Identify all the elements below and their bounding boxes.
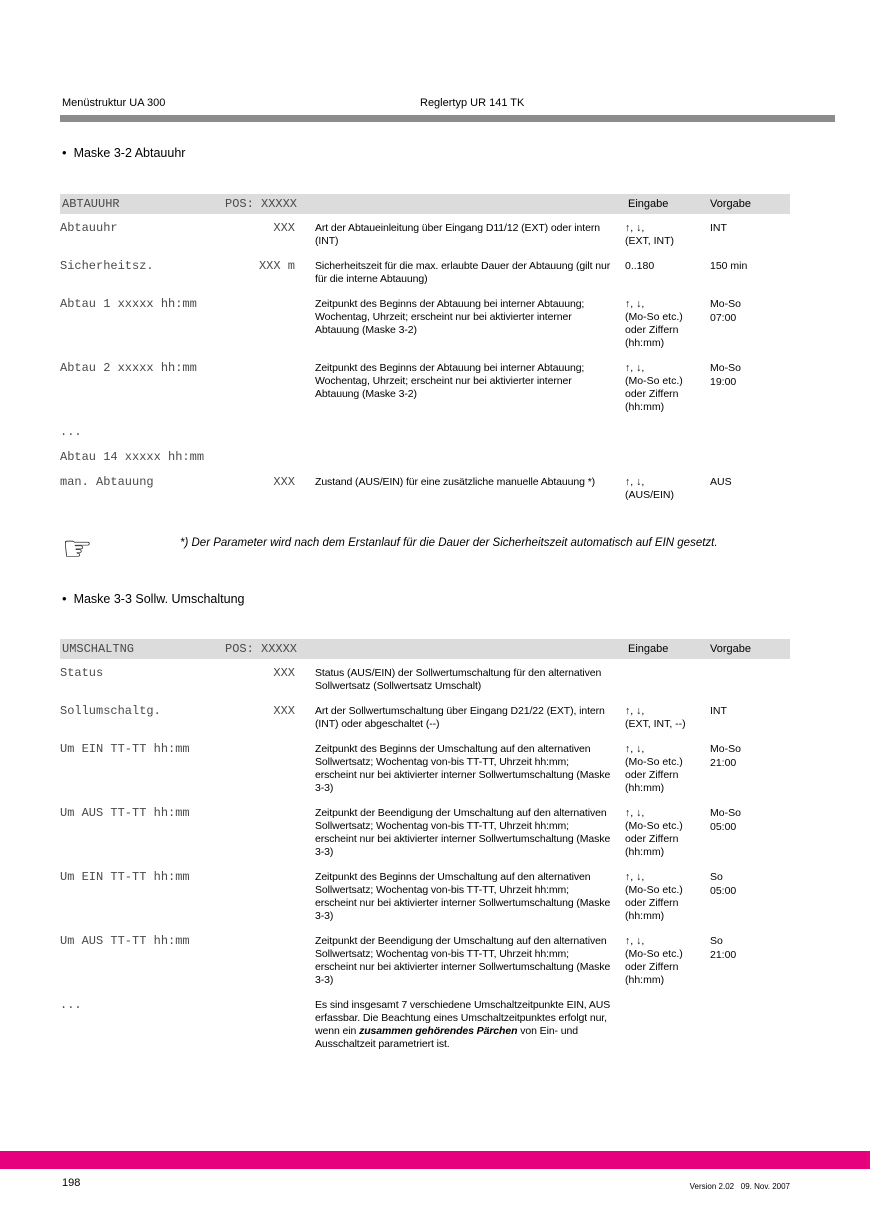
param-description: Zeitpunkt der Beendigung der Umschaltung auf den alternativen Sollwertsatz; Wochentag von-bis TT-TT, Uhrzeit hh:mm; erscheint nur bei aktivierter interner Sollwertumschaltung (Maske 3-3) xyxy=(315,807,611,858)
vorgabe-cell xyxy=(710,260,790,286)
eingabe-line: (EXT, INT) xyxy=(625,235,674,247)
param-name: Abtau 1 xxxxx hh:mm xyxy=(60,297,197,311)
param-value xyxy=(235,298,295,350)
eingabe-cell xyxy=(625,705,710,731)
parameter-table-abtauuhr xyxy=(60,194,790,514)
eingabe-line: ↑, ↓, xyxy=(625,476,645,488)
eingabe-cell xyxy=(625,362,710,414)
eingabe-line: ↑, ↓, xyxy=(625,298,645,310)
eingabe-line: (hh:mm) xyxy=(625,910,665,922)
eingabe-line: oder Ziffern xyxy=(625,769,679,781)
table-row xyxy=(60,451,790,464)
eingabe-line: (AUS/EIN) xyxy=(625,489,675,501)
eingabe-cell xyxy=(625,667,710,693)
table-rows xyxy=(60,667,790,1051)
param-name: Um EIN TT-TT hh:mm xyxy=(60,742,190,756)
table-pos: POS: XXXXX xyxy=(225,642,298,656)
eingabe-cell xyxy=(625,935,710,987)
param-description: Zustand (AUS/EIN) für eine zusätzliche manuelle Abtauung *) xyxy=(315,476,596,488)
column-header-eingabe: Eingabe xyxy=(628,198,669,210)
table-row xyxy=(60,871,790,923)
table-row xyxy=(60,667,790,693)
table-row xyxy=(60,362,790,414)
eingabe-cell xyxy=(625,476,710,502)
param-description: Zeitpunkt des Beginns der Abtauung bei interner Abtauung; Wochentag, Uhrzeit; erscheint nur bei aktivierter interner Abtauung (Maske 3-2) xyxy=(315,362,585,400)
vorgabe-line: 21:00 xyxy=(710,949,737,961)
eingabe-line: ↑, ↓, xyxy=(625,362,645,374)
eingabe-line: (Mo-So etc.) xyxy=(625,820,683,832)
param-value xyxy=(235,362,295,414)
param-description xyxy=(295,999,625,1051)
param-name: Sicherheitsz. xyxy=(60,259,154,273)
eingabe-line: ↑, ↓, xyxy=(625,871,645,883)
eingabe-line: ↑, ↓, xyxy=(625,743,645,755)
header-left-title: Menüstruktur UA 300 xyxy=(62,97,166,109)
vorgabe-cell xyxy=(710,743,790,795)
eingabe-cell xyxy=(625,426,710,439)
table-row xyxy=(60,807,790,859)
vorgabe-line: INT xyxy=(710,222,727,234)
param-value: XXX xyxy=(273,666,295,680)
eingabe-line: (hh:mm) xyxy=(625,782,665,794)
table-row xyxy=(60,426,790,439)
vorgabe-cell xyxy=(710,476,790,502)
vorgabe-cell xyxy=(710,871,790,923)
section-heading-maske-3-2 xyxy=(62,145,185,160)
description-segment: von Ein- und Ausschaltzeit parametriert ist. xyxy=(315,1025,578,1050)
eingabe-line: (EXT, INT, --) xyxy=(625,718,686,730)
vorgabe-cell xyxy=(710,667,790,693)
table-row xyxy=(60,705,790,731)
table-header-band xyxy=(60,194,790,214)
bullet-icon: • xyxy=(62,145,67,160)
param-description xyxy=(295,426,625,439)
bullet-icon: • xyxy=(62,591,67,606)
param-description: Status (AUS/EIN) der Sollwertumschaltung für den alternativen Sollwertsatz (Sollwertsatz Umschalt) xyxy=(315,667,602,692)
param-value: XXX xyxy=(273,221,295,235)
eingabe-line: (Mo-So etc.) xyxy=(625,948,683,960)
param-description xyxy=(295,451,625,464)
vorgabe-cell xyxy=(710,999,790,1051)
param-value xyxy=(235,871,295,923)
param-name: Status xyxy=(60,666,104,680)
vorgabe-line: 05:00 xyxy=(710,821,737,833)
vorgabe-line: So xyxy=(710,935,723,947)
eingabe-line: (Mo-So etc.) xyxy=(625,375,683,387)
table-row xyxy=(60,935,790,987)
table-row xyxy=(60,999,790,1051)
eingabe-line: ↑, ↓, xyxy=(625,807,645,819)
vorgabe-cell xyxy=(710,451,790,464)
footnote-block xyxy=(60,530,835,568)
vorgabe-line: Mo-So xyxy=(710,743,741,755)
param-name: Abtauuhr xyxy=(60,221,118,235)
vorgabe-line: Mo-So xyxy=(710,362,741,374)
param-description: Zeitpunkt des Beginns der Umschaltung auf den alternativen Sollwertsatz; Wochentag von-bis TT-TT, Uhrzeit hh:mm; erscheint nur bei aktivierter interner Sollwertumschaltung (Maske 3-3) xyxy=(315,871,611,922)
vorgabe-line: 19:00 xyxy=(710,376,737,388)
pointing-hand-icon: ☞ xyxy=(62,530,93,568)
eingabe-cell xyxy=(625,222,710,248)
vorgabe-cell xyxy=(710,807,790,859)
eingabe-line: ↑, ↓, xyxy=(625,935,645,947)
param-name: ... xyxy=(60,998,82,1012)
eingabe-line: oder Ziffern xyxy=(625,897,679,909)
param-value: XXX m xyxy=(258,259,295,273)
vorgabe-line: 05:00 xyxy=(710,885,737,897)
param-name: ... xyxy=(60,425,82,439)
eingabe-cell xyxy=(625,298,710,350)
eingabe-line: (Mo-So etc.) xyxy=(625,756,683,768)
vorgabe-line: AUS xyxy=(710,476,732,488)
eingabe-line: ↑, ↓, xyxy=(625,222,645,234)
param-name: man. Abtauung xyxy=(60,475,154,489)
section-heading-label: Maske 3-2 Abtauuhr xyxy=(73,146,186,160)
footnote-text: *) Der Parameter wird nach dem Erstanlauf für die Dauer der Sicherheitszeit automatisch auf EIN gesetzt. xyxy=(180,537,718,549)
table-row xyxy=(60,222,790,248)
eingabe-line: (hh:mm) xyxy=(625,401,665,413)
table-name: UMSCHALTNG xyxy=(62,642,135,656)
vorgabe-line: 21:00 xyxy=(710,757,737,769)
eingabe-line: (hh:mm) xyxy=(625,846,665,858)
param-name: Um EIN TT-TT hh:mm xyxy=(60,870,190,884)
eingabe-line: (hh:mm) xyxy=(625,974,665,986)
vorgabe-cell xyxy=(710,222,790,248)
description-segment: Es sind insgesamt 7 verschiedene Umschaltzeitpunkte EIN, AUS erfassbar. Die Beachtung eines Umschaltzeitpunktes erfolgt nur, wenn ein xyxy=(315,999,611,1037)
param-value xyxy=(235,743,295,795)
eingabe-cell xyxy=(625,743,710,795)
table-row xyxy=(60,743,790,795)
param-description: Art der Abtaueinleitung über Eingang D11/12 (EXT) oder intern (INT) xyxy=(315,222,600,247)
param-name: Sollumschaltg. xyxy=(60,704,161,718)
vorgabe-line: Mo-So xyxy=(710,807,741,819)
param-name: Um AUS TT-TT hh:mm xyxy=(60,934,190,948)
table-row xyxy=(60,260,790,286)
table-header-band xyxy=(60,639,790,659)
vorgabe-cell xyxy=(710,362,790,414)
section-heading-maske-3-3 xyxy=(62,591,244,606)
column-header-vorgabe: Vorgabe xyxy=(710,198,751,210)
eingabe-cell xyxy=(625,260,710,286)
eingabe-cell xyxy=(625,807,710,859)
table-row xyxy=(60,476,790,502)
vorgabe-cell xyxy=(710,426,790,439)
description-emphasis: zusammen gehörendes Pärchen xyxy=(359,1025,518,1037)
bottom-accent-bar xyxy=(0,1151,870,1169)
eingabe-line: oder Ziffern xyxy=(625,833,679,845)
eingabe-line: oder Ziffern xyxy=(625,324,679,336)
eingabe-cell xyxy=(625,871,710,923)
eingabe-line: oder Ziffern xyxy=(625,961,679,973)
param-value xyxy=(235,807,295,859)
vorgabe-cell xyxy=(710,935,790,987)
param-value xyxy=(235,451,295,464)
header-center-title: Reglertyp UR 141 TK xyxy=(420,97,525,109)
column-header-eingabe: Eingabe xyxy=(628,643,669,655)
vorgabe-line: Mo-So xyxy=(710,298,741,310)
param-description: Art der Sollwertumschaltung über Eingang D21/22 (EXT), intern (INT) oder abgeschaltet (--) xyxy=(315,705,605,730)
param-description: Zeitpunkt des Beginns der Umschaltung auf den alternativen Sollwertsatz; Wochentag von-bis TT-TT, Uhrzeit hh:mm; erscheint nur bei aktivierter interner Sollwertumschaltung (Maske 3-3) xyxy=(315,743,611,794)
vorgabe-line: INT xyxy=(710,705,727,717)
eingabe-cell xyxy=(625,451,710,464)
header-rule xyxy=(60,115,835,122)
vorgabe-line: 150 min xyxy=(710,260,748,272)
vorgabe-line: 07:00 xyxy=(710,312,737,324)
vorgabe-cell xyxy=(710,705,790,731)
param-description: Sicherheitszeit für die max. erlaubte Dauer der Abtauung (gilt nur für die interne Abtauung) xyxy=(315,260,611,285)
section-heading-label: Maske 3-3 Sollw. Umschaltung xyxy=(73,592,245,606)
table-name: ABTAUUHR xyxy=(62,197,120,211)
param-value xyxy=(235,935,295,987)
eingabe-cell xyxy=(625,999,710,1051)
param-value: XXX xyxy=(273,704,295,718)
eingabe-line: 0..180 xyxy=(625,260,655,272)
table-pos: POS: XXXXX xyxy=(225,197,298,211)
vorgabe-cell xyxy=(710,298,790,350)
eingabe-line: ↑, ↓, xyxy=(625,705,645,717)
table-row xyxy=(60,298,790,350)
param-value xyxy=(235,426,295,439)
param-name: Abtau 2 xxxxx hh:mm xyxy=(60,361,197,375)
param-value: XXX xyxy=(273,475,295,489)
footer-version: Version 2.02 09. Nov. 2007 xyxy=(689,1182,790,1191)
param-description: Zeitpunkt des Beginns der Abtauung bei interner Abtauung; Wochentag, Uhrzeit; erscheint nur bei aktivierter interner Abtauung (Maske 3-2) xyxy=(315,298,585,336)
eingabe-line: oder Ziffern xyxy=(625,388,679,400)
param-description: Zeitpunkt der Beendigung der Umschaltung auf den alternativen Sollwertsatz; Wochentag von-bis TT-TT, Uhrzeit hh:mm; erscheint nur bei aktivierter interner Sollwertumschaltung (Maske 3-3) xyxy=(315,935,611,986)
eingabe-line: (Mo-So etc.) xyxy=(625,311,683,323)
footer-page-number: 198 xyxy=(62,1177,81,1189)
param-name: Um AUS TT-TT hh:mm xyxy=(60,806,190,820)
parameter-table-umschaltng xyxy=(60,639,790,1063)
eingabe-line: (hh:mm) xyxy=(625,337,665,349)
param-value xyxy=(235,999,295,1051)
table-rows xyxy=(60,222,790,502)
column-header-vorgabe: Vorgabe xyxy=(710,643,751,655)
vorgabe-line: So xyxy=(710,871,723,883)
param-name: Abtau 14 xxxxx hh:mm xyxy=(60,450,205,464)
eingabe-line: (Mo-So etc.) xyxy=(625,884,683,896)
